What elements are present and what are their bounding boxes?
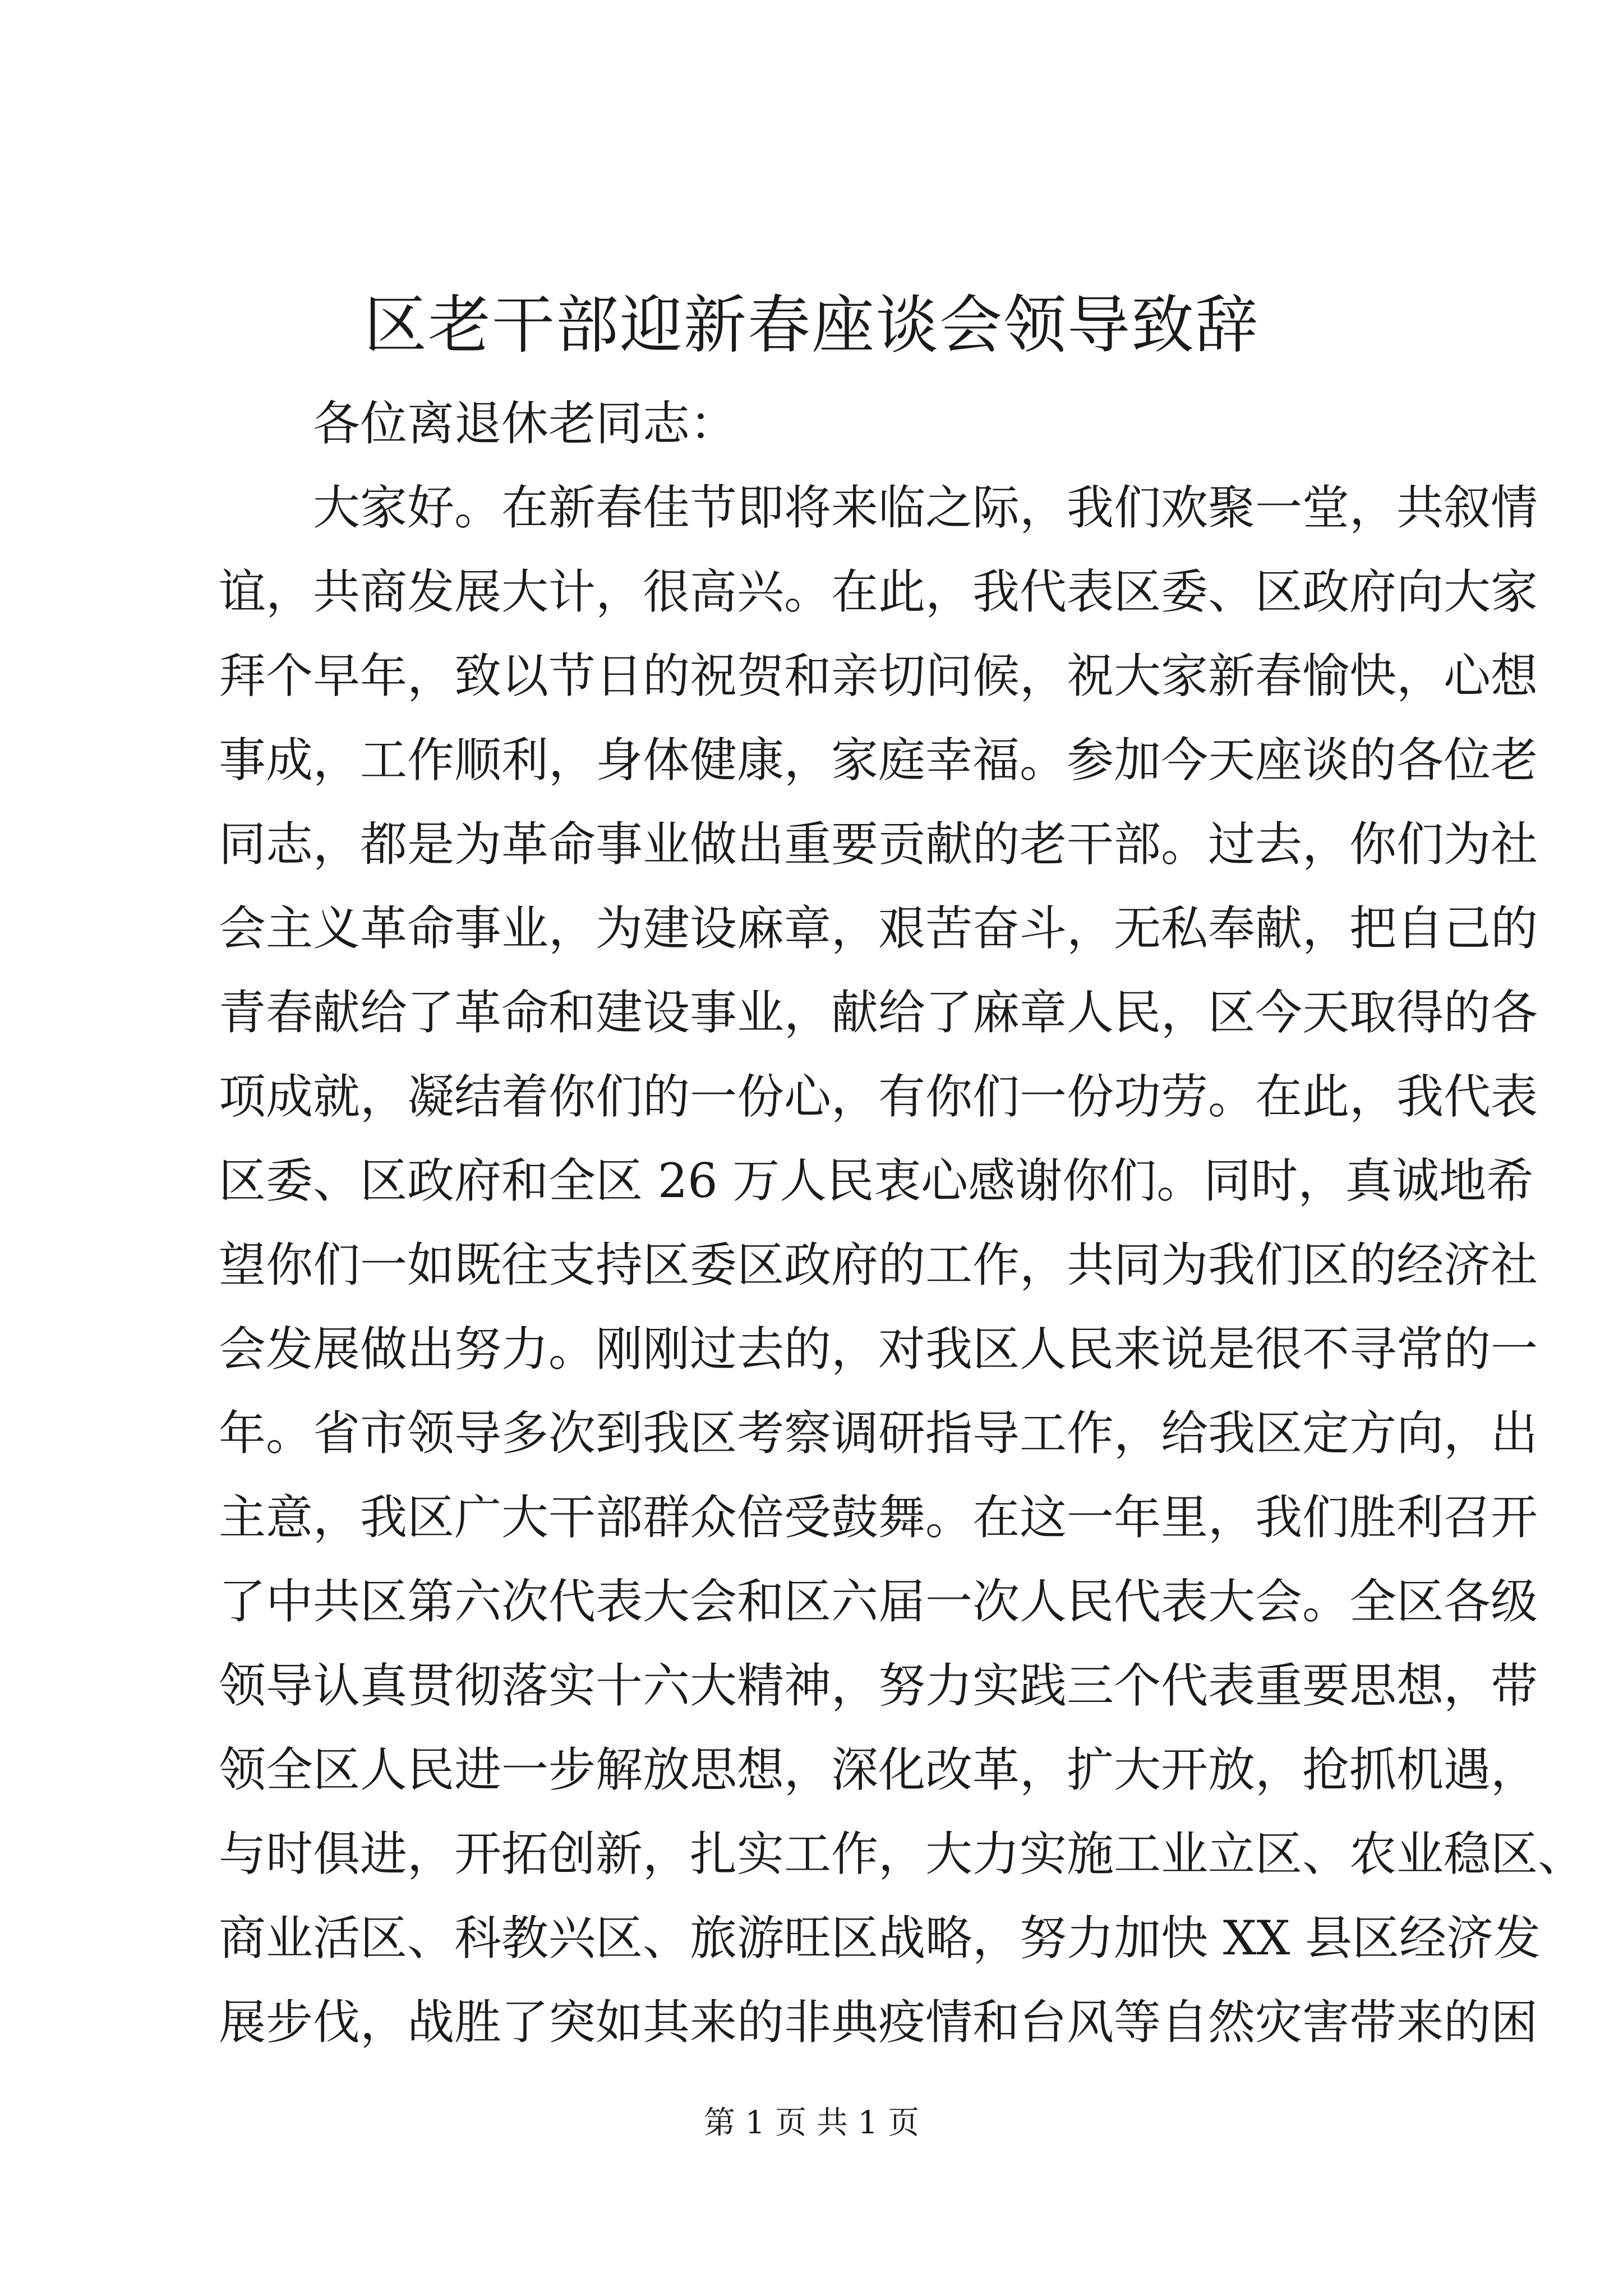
salutation-line: 各位离退休老同志： xyxy=(313,396,737,451)
paragraph-line: 望你们一如既往支持区委区政府的工作，共同为我们区的经济社 xyxy=(219,1237,1538,1292)
paragraph-line: 区委、区政府和全区 26 万人民衷心感谢你们。同时，真诚地希 xyxy=(219,1153,1534,1208)
paragraph-line: 与时俱进，开拓创新，扎实工作，大力实施工业立区、农业稳区、 xyxy=(219,1826,1585,1881)
paragraph-line: 会主义革命事业，为建设麻章，艰苦奋斗，无私奉献，把自己的 xyxy=(219,901,1538,956)
paragraph-line: 大家好。在新春佳节即将来临之际，我们欢聚一堂，共叙情 xyxy=(313,480,1538,535)
paragraph-line: 青春献给了革命和建设事业，献给了麻章人民，区今天取得的各 xyxy=(219,985,1538,1040)
paragraph-line: 领导认真贯彻落实十六大精神，努力实践三个代表重要思想，带 xyxy=(219,1658,1538,1713)
paragraph-line: 谊，共商发展大计，很高兴。在此，我代表区委、区政府向大家 xyxy=(219,564,1538,619)
paragraph-line: 了中共区第六次代表大会和区六届一次人民代表大会。全区各级 xyxy=(219,1574,1538,1629)
document-title: 区老干部迎新春座谈会领导致辞 xyxy=(364,289,1259,362)
paragraph-line: 事成，工作顺利，身体健康，家庭幸福。参加今天座谈的各位老 xyxy=(219,733,1538,788)
paragraph-line: 拜个早年，致以节日的祝贺和亲切问候，祝大家新春愉快，心想 xyxy=(219,648,1538,703)
document-body xyxy=(219,381,1585,2064)
paragraph-line: 领全区人民进一步解放思想，深化改革，扩大开放，抢抓机遇， xyxy=(219,1742,1538,1797)
paragraph-line: 同志，都是为革命事业做出重要贡献的老干部。过去，你们为社 xyxy=(219,817,1538,872)
paragraph-line: 展步伐，战胜了突如其来的非典疫情和台风等自然灾害带来的困 xyxy=(219,1995,1538,2050)
paragraph-line: 会发展做出努力。刚刚过去的，对我区人民来说是很不寻常的一 xyxy=(219,1322,1538,1377)
paragraph-line: 年。省市领导多次到我区考察调研指导工作，给我区定方向，出 xyxy=(219,1406,1538,1461)
page-footer: 第 1 页 共 1 页 xyxy=(703,2105,920,2141)
paragraph-line: 主意，我区广大干部群众倍受鼓舞。在这一年里，我们胜利召开 xyxy=(219,1490,1538,1545)
paragraph-line: 商业活区、科教兴区、旅游旺区战略，努力加快 XX 县区经济发 xyxy=(219,1911,1541,1966)
paragraph-line: 项成就，凝结着你们的一份心，有你们一份功劳。在此，我代表 xyxy=(219,1069,1538,1124)
